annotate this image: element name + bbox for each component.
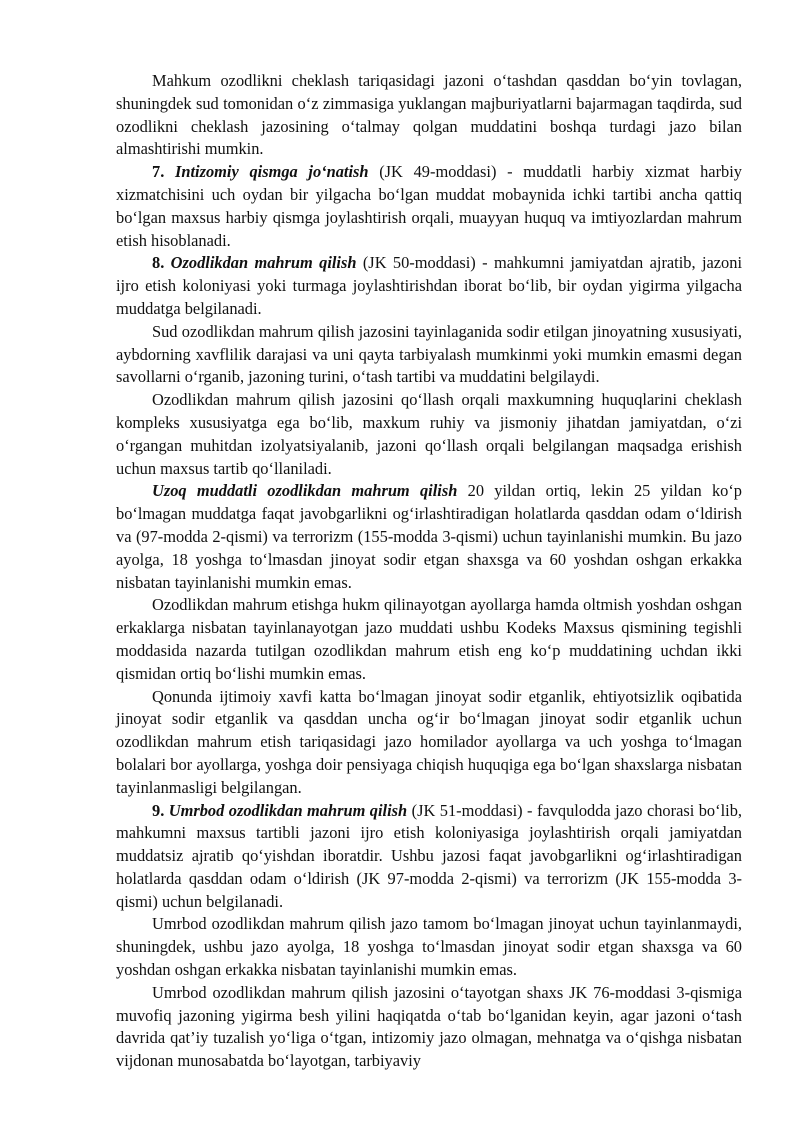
paragraph-law-exemptions — [116, 686, 742, 800]
item-number: 8. — [152, 253, 165, 273]
paragraph-text: Qonunda ijtimoiy xavfi katta bo‘lmagan jinoyat sodir etganlik, ehtiyotsizlik oqibatida jinoyat sodir etganlik va qasddan uncha og‘ir bo‘lmagan jinoyat sodir etganlik uchun ozodlikdan mahrum etish tariqasidagi jazo homilador ayollarga va uch yoshga to‘lmagan bolalari bor ayollarga, yoshga doir pensiyaga chiqish huquqiga ega bo‘lgan shaxslarga nisbatan tayinlanmasligi belgilangan. — [116, 686, 742, 797]
document-page — [116, 70, 742, 1073]
paragraph-disciplinary-unit — [116, 161, 742, 252]
paragraph-life-imprisonment-release — [116, 982, 742, 1073]
paragraph-text: Ozodlikdan mahrum etishga hukm qilinayotgan ayollarga hamda oltmish yoshdan oshgan erkaklarga nisbatan tayinlanayotgan jazo muddati ushbu Kodeks Maxsus qismining tegishli moddasida nazarda tutilgan ozodlikdan mahrum etish eng ko‘p muddatining uchdan ikki qismidan ortiq bo‘lishi mumkin emas. — [116, 595, 742, 683]
item-number: 7. — [152, 162, 165, 182]
paragraph-text: (JK 49-moddasi) - muddatli harbiy xizmat harbiy xizmatchisini uch oydan bir yilgacha bo‘lgan muddat mobaynida ichki tartibi ancha qattiq bo‘lgan maxsus harbiy qismga joylashtirish orqali, muayyan huquq va imtiyozlardan mahrum etish hisoblanadi. — [116, 162, 742, 250]
paragraph-life-imprisonment-limits — [116, 913, 742, 981]
paragraph-life-imprisonment — [116, 800, 742, 914]
paragraph-text: 20 yildan ortiq, lekin 25 yildan ko‘p bo‘lmagan muddatga faqat javobgarlikni og‘irlashtiradigan holatlarda qasddan odam o‘ldirish va (97-modda 2-qismi) va terrorizm (155-modda 3-qismi) uchun tayinlanishi mumkin. Bu jazo ayolga, 18 yoshga to‘lmasdan jinoyat sodir etgan shaxsga va 60 yoshdan oshgan erkakka nisbatan tayinlanishi mumkin emas. — [116, 481, 742, 592]
term-heading: Intizomiy qismga jo‘natish — [175, 162, 369, 182]
term-heading: Umrbod ozodlikdan mahrum qilish — [168, 800, 408, 820]
paragraph-text: Ozodlikdan mahrum qilish jazosini qo‘llash orqali maxkumning huquqlarini cheklash kompleks xususiyatga ega bo‘lib, maxkum ruhiy va jismoniy jihatdan jamiyatdan, o‘zi o‘rgangan muhitdan izolyatsiyalanib, jazoni qo‘llash orqali belgilangan maqsadga erishish uchun maxsus tartib qo‘llaniladi. — [116, 390, 742, 478]
paragraph-rights-restriction — [116, 389, 742, 480]
paragraph-text: Umrbod ozodlikdan mahrum qilish jazosini o‘tayotgan shaxs JK 76-moddasi 3-qismiga muvofiq jazoning yigirma besh yilini haqiqatda o‘tab bo‘lganidan keyin, agar jazoni o‘tash davrida qat’iy tuzalish yo‘liga o‘tgan, intizomiy jazo olmagan, mehnatga va o‘qishga nisbatan vijdonan munosabatda bo‘layotgan, tarbiyaviy — [116, 982, 742, 1071]
paragraph-imprisonment — [116, 252, 742, 320]
term-heading: Ozodlikdan mahrum qilish — [170, 253, 357, 273]
paragraph-women-elderly-term — [116, 594, 742, 685]
term-heading: Uzoq muddatli ozodlikdan mahrum qilish — [152, 481, 458, 501]
item-number: 9. — [152, 800, 165, 820]
paragraph-restriction-evasion — [116, 70, 742, 161]
paragraph-court-determination — [116, 321, 742, 389]
paragraph-text: Sud ozodlikdan mahrum qilish jazosini tayinlaganida sodir etilgan jinoyatning xususiyati, aybdorning xavflilik darajasi va uni qayta tarbiyalash mumkinmi yoki mumkin emasmi degan savollarni o‘rganib, jazoning turini, o‘tash tartibi va muddatini belgilaydi. — [116, 321, 742, 387]
paragraph-text: Umrbod ozodlikdan mahrum qilish jazo tamom bo‘lmagan jinoyat uchun tayinlanmaydi, shuningdek, ushbu jazo ayolga, 18 yoshga to‘lmasdan jinoyat sodir etgan shaxsga va 60 yoshdan oshgan erkakka nisbatan tayinlanishi mumkin emas. — [116, 914, 742, 980]
paragraph-text: (JK 50-moddasi) - mahkumni jamiyatdan ajratib, jazoni ijro etish koloniyasi yoki turmaga joylashtirishdan iborat bo‘lib, bir oydan yigirma yilgacha muddatga belgilanadi. — [116, 253, 742, 318]
paragraph-long-term-imprisonment — [116, 480, 742, 594]
paragraph-text: (JK 51-moddasi) - favqulodda jazo chorasi bo‘lib, mahkumni maxsus tartibli jazoni ijro etish koloniyasiga joylashtirish orqali jamiyatdan muddatsiz ajratib qo‘yishdan iboratdir. Ushbu jazosi faqat javobgarlikni og‘irlashtiradigan holatlarda qasddan odam o‘ldirish (JK 97-modda 2-qismi) va terrorizm (JK 155-modda 3-qismi) uchun belgilanadi. — [116, 800, 742, 911]
paragraph-text: Mahkum ozodlikni cheklash tariqasidagi jazoni o‘tashdan qasddan bo‘yin tovlagan, shuningdek sud tomonidan o‘z zimmasiga yuklangan majburiyatlarni bajarmagan taqdirda, sud ozodlikni cheklash jazosining o‘talmay qolgan muddatini boshqa turdagi jazo bilan almashtirishi mumkin. — [116, 71, 742, 159]
